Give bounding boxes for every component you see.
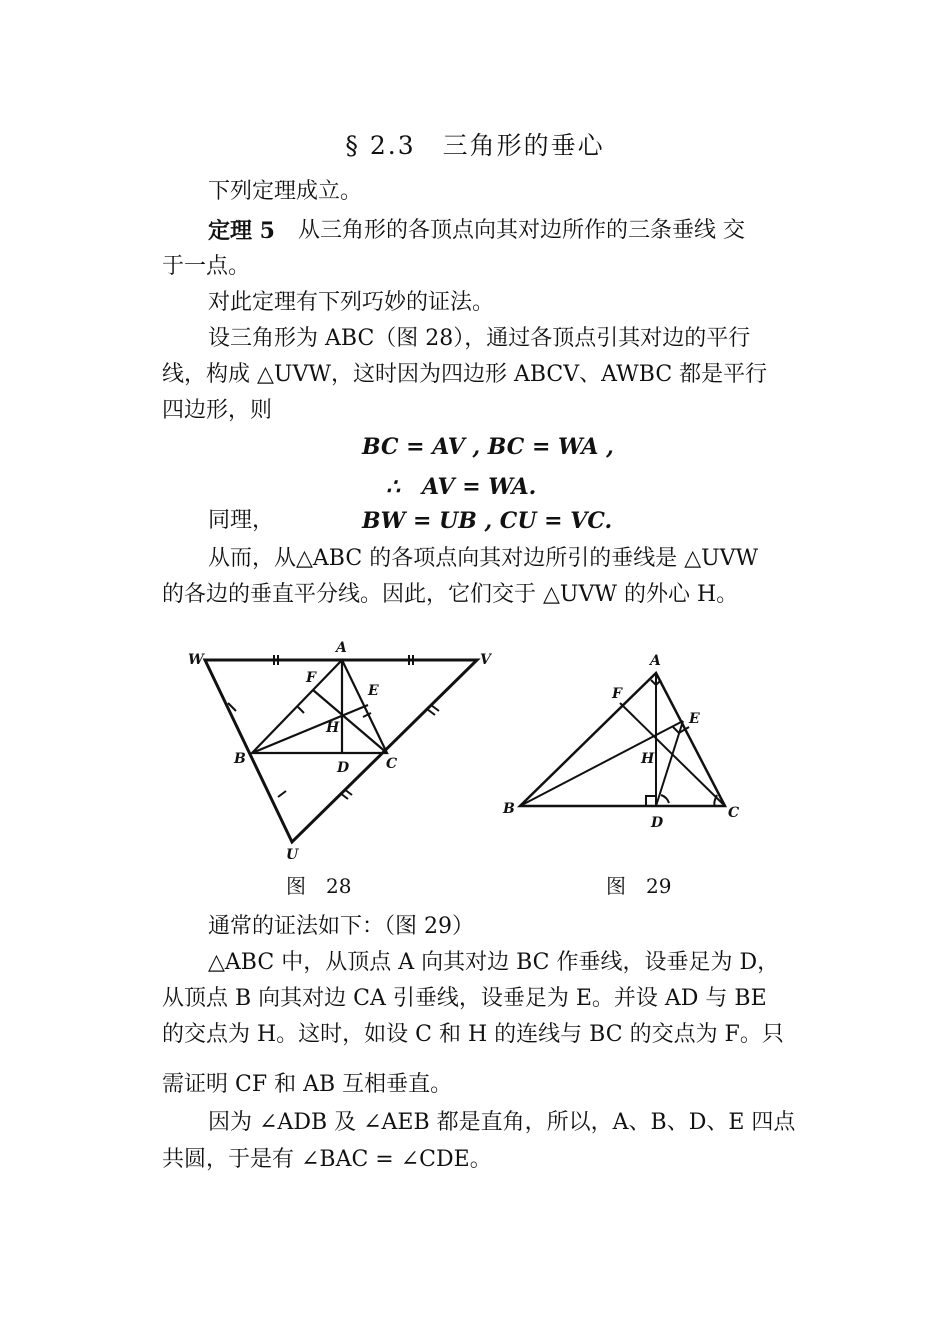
section-title: § 2.3 三角形的垂心 <box>345 131 605 160</box>
theorem-text-line2: 于一点。 <box>162 254 251 279</box>
equation-2: ∴ AV = WA. <box>386 474 537 500</box>
label-a: A <box>336 640 347 656</box>
equation-3-label: 同理， <box>208 508 275 533</box>
label-e: E <box>368 683 379 699</box>
proof2-line4: 需证明 CF 和 AB 互相垂直。 <box>162 1072 453 1097</box>
label-d: D <box>651 815 664 831</box>
label-a: A <box>650 653 661 669</box>
theorem-text-line1: 从三角形的各顶点向其对边所作的三条垂线 交 <box>298 218 745 243</box>
label-c: C <box>728 805 740 821</box>
label-b: B <box>234 751 246 767</box>
label-h: H <box>326 720 340 736</box>
triangle-abc <box>520 673 725 806</box>
label-e: E <box>689 711 700 727</box>
figure-29-caption: 图 29 <box>606 874 672 898</box>
intro-text: 下列定理成立。 <box>208 179 363 204</box>
proof1-line5: 的各边的垂直平分线。因此，它们交于 △UVW 的外心 H。 <box>162 582 739 607</box>
proof2-line6: 共圆，于是有 ∠BAC = ∠CDE。 <box>162 1147 492 1172</box>
altitude-be <box>520 721 683 806</box>
proof2-line3: 的交点为 H。这时，如设 C 和 H 的连线与 BC 的交点为 F。只 <box>162 1022 784 1047</box>
label-v: V <box>480 652 491 668</box>
proof1-line3: 四边形，则 <box>162 398 273 423</box>
label-w: W <box>188 652 204 668</box>
proof2-line1: △ABC 中，从顶点 A 向其对边 BC 作垂线，设垂足为 D， <box>208 950 780 975</box>
label-d: D <box>337 760 350 776</box>
figure-28-diagram <box>180 635 510 865</box>
label-h: H <box>641 751 655 767</box>
equation-1: BC = AV , BC = WA , <box>362 434 614 460</box>
label-b: B <box>503 801 515 817</box>
proof2-line2: 从顶点 B 向其对边 CA 引垂线，设垂足为 E。并设 AD 与 BE <box>162 986 767 1011</box>
altitude-be <box>252 705 368 753</box>
equation-3: BW = UB , CU = VC. <box>362 508 613 534</box>
label-c: C <box>386 756 398 772</box>
altitude-cf <box>313 690 387 753</box>
label-f: F <box>306 670 316 686</box>
figure-28-caption: 图 28 <box>286 874 352 898</box>
label-f: F <box>612 686 622 702</box>
proof1-line1: 设三角形为 ABC（图 28），通过各顶点引其对边的平行 <box>208 326 751 351</box>
label-u: U <box>286 847 299 863</box>
proof1-line4: 从而，从△ABC 的各项点向其对边所引的垂线是 △UVW <box>208 546 759 571</box>
proof2-line5: 因为 ∠ADB 及 ∠AEB 都是直角，所以，A、B、D、E 四点 <box>208 1110 796 1135</box>
figure-29-diagram <box>495 645 755 835</box>
theorem-label: 定理 5 <box>208 218 275 244</box>
proof1-line2: 线，构成 △UVW，这时因为四边形 ABCV、AWBC 都是平行 <box>162 362 768 387</box>
proof1-lead: 对此定理有下列巧妙的证法。 <box>208 290 495 315</box>
proof2-lead: 通常的证法如下：（图 29） <box>208 914 474 939</box>
